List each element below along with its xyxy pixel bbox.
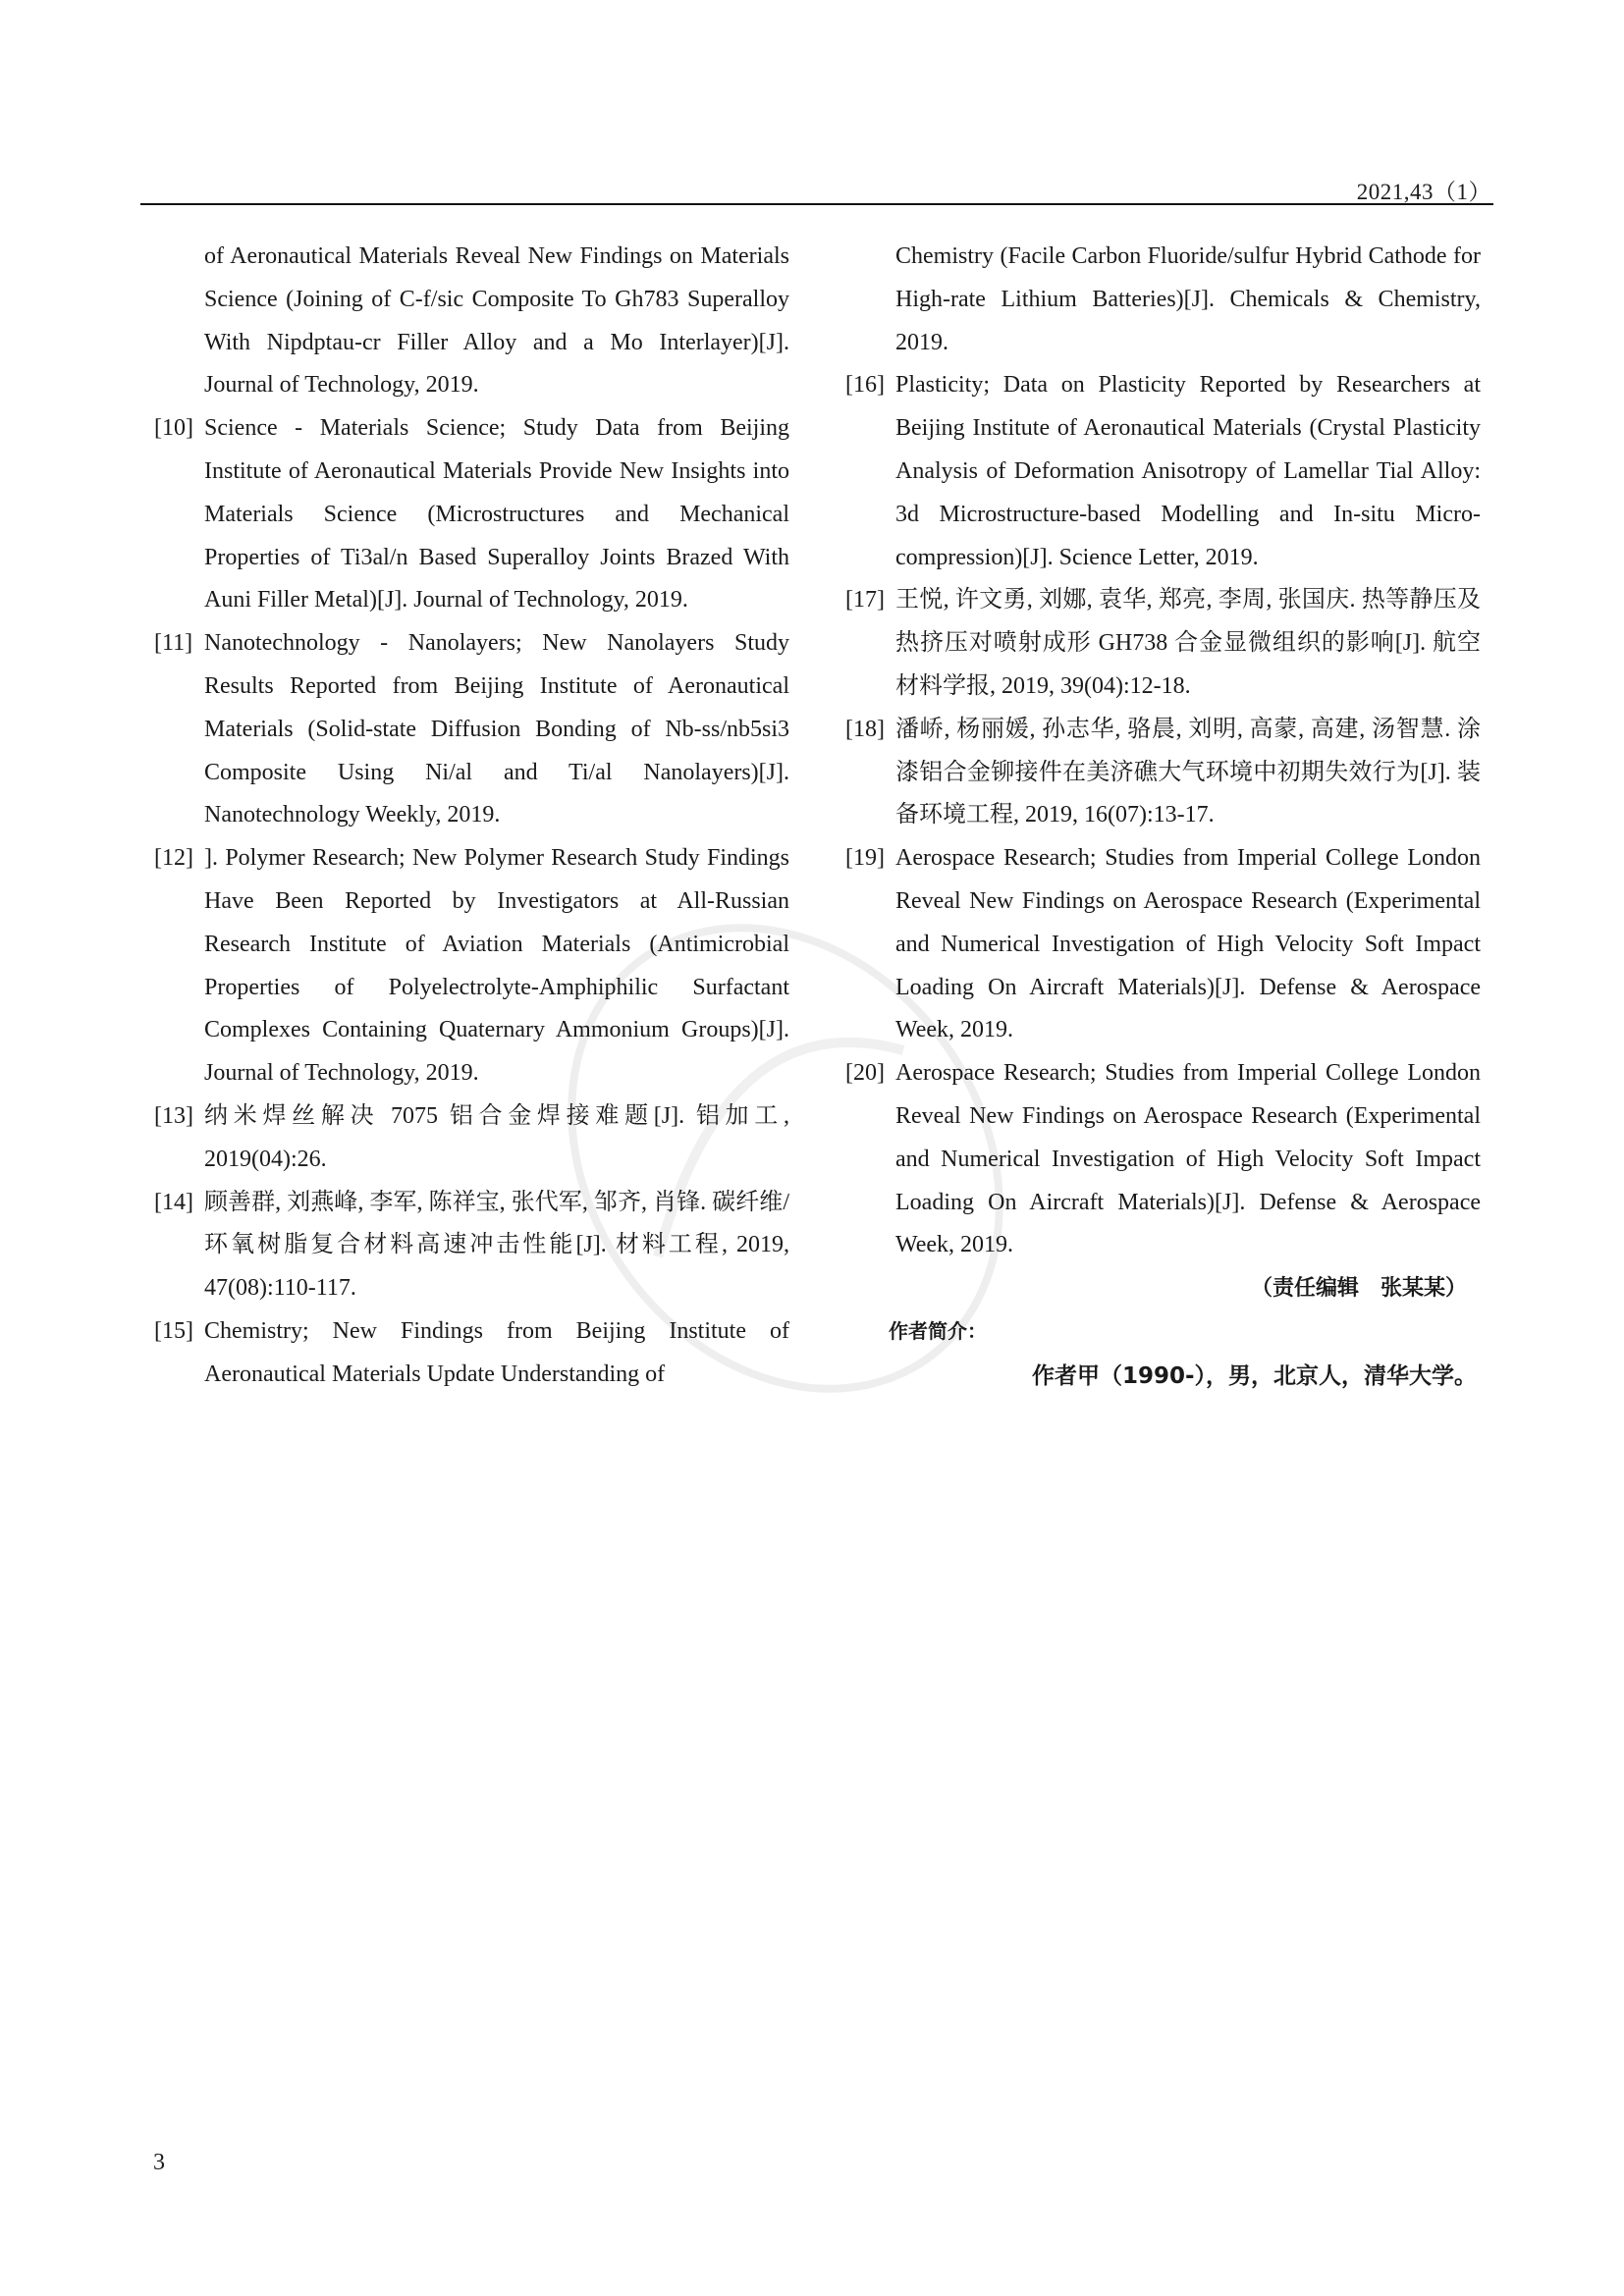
reference-text: ]. Polymer Research; New Polymer Research Study Findings Have Been Reported by Investigators at All-Russian Research Institute of Aviation Materials (Antimicrobial Properties of Polyelectrolyte-Amphiphilic Surfactant Complexes Containing Quaternary Ammonium Groups)[J]. Journal of Technology, 2019. [204, 845, 789, 1087]
header-rule [140, 203, 1493, 205]
issue-header: 2021,43（1） [1356, 180, 1491, 204]
reference-number: [17] [845, 587, 885, 614]
reference-text: Plasticity; Data on Plasticity Reported by Researchers at Beijing Institute of Aeronautical Materials (Crystal Plasticity Analysis of Deformation Anisotropy of Lamellar Tial Alloy: 3d Microstructure-based Modelling and In-situ Micro-compression)[J]. Science Letter, 2019. [895, 372, 1481, 570]
reference-text: 顾善群, 刘燕峰, 李军, 陈祥宝, 张代军, 邹齐, 肖锋. 碳纤维/环氧树脂复合材料高速冲击性能[J]. 材料工程, 2019, 47(08):110-117. [204, 1189, 789, 1302]
author-bio-text: 作者甲（1990-），男，北京人，清华大学。 [1031, 1362, 1477, 1389]
reference-number: [20] [845, 1060, 885, 1087]
page-number: 3 [153, 2150, 165, 2175]
reference-text: Aerospace Research; Studies from Imperial College London Reveal New Findings on Aerospace Research (Experimental and Numerical Investigation of High Velocity Soft Impact Loading On Aircraft Materials)[J]. Defense & Aerospace Week, 2019. [895, 845, 1481, 1043]
reference-item [154, 407, 789, 622]
reference-text: Aerospace Research; Studies from Imperial College London Reveal New Findings on Aerospace Research (Experimental and Numerical Investigation of High Velocity Soft Impact Loading On Aircraft Materials)[J]. Defense & Aerospace Week, 2019. [895, 1060, 1481, 1258]
reference-text: 王悦, 许文勇, 刘娜, 袁华, 郑亮, 李周, 张国庆. 热等静压及热挤压对喷射成形 GH738 合金显微组织的影响[J]. 航空材料学报, 2019, 39(04):12-18. [895, 587, 1481, 699]
reference-item [845, 236, 1481, 364]
reference-text: Science - Materials Science; Study Data from Beijing Institute of Aeronautical Materials Provide New Insights into Materials Science (Microstructures and Mechanical Properties of Ti3al/n Based Superalloy Joints Brazed With Auni Filler Metal)[J]. Journal of Technology, 2019. [204, 415, 789, 614]
reference-number: [12] [154, 845, 193, 872]
reference-item [845, 1052, 1481, 1267]
right-column [845, 236, 1481, 1399]
reference-number: [14] [154, 1189, 193, 1215]
reference-text: of Aeronautical Materials Reveal New Findings on Materials Science (Joining of C-f/sic Composite To Gh783 Superalloy With Nipdptau-cr Filler Alloy and a Mo Interlayer)[J]. Journal of Technology, 2019. [204, 243, 789, 399]
reference-text: Chemistry (Facile Carbon Fluoride/sulfur Hybrid Cathode for High-rate Lithium Batteries)[J]. Chemicals & Chemistry, 2019. [895, 243, 1481, 355]
reference-text: 纳米焊丝解决 7075 铝合金焊接难题[J]. 铝加工, 2019(04):26. [204, 1102, 789, 1172]
editor-note: （责任编辑 张某某） [1250, 1276, 1467, 1302]
reference-number: [10] [154, 415, 193, 442]
reference-item [845, 579, 1481, 708]
reference-item [154, 1182, 789, 1310]
reference-item [845, 709, 1481, 837]
left-column [154, 236, 789, 1397]
reference-number: [19] [845, 845, 885, 872]
reference-item [154, 236, 789, 407]
author-bio-label: 作者简介： [889, 1318, 987, 1343]
reference-text: 潘峤, 杨丽媛, 孙志华, 骆晨, 刘明, 高蒙, 高建, 汤智慧. 涂漆铝合金铆接件在美济礁大气环境中初期失效行为[J]. 装备环境工程, 2019, 16(07):13-17. [895, 716, 1481, 828]
reference-item [845, 364, 1481, 579]
reference-item [154, 622, 789, 837]
reference-number: [18] [845, 716, 885, 742]
reference-item [154, 1095, 789, 1182]
reference-number: [11] [154, 630, 193, 657]
reference-item [154, 1310, 789, 1397]
reference-number: [13] [154, 1102, 193, 1129]
reference-item [845, 837, 1481, 1052]
reference-text: Nanotechnology - Nanolayers; New Nanolayers Study Results Reported from Beijing Institute of Aeronautical Materials (Solid-state Diffusion Bonding of Nb-ss/nb5si3 Composite Using Ni/al and Ti/al Nanolayers)[J]. Nanotechnology Weekly, 2019. [204, 630, 789, 828]
reference-number: [15] [154, 1317, 193, 1344]
reference-text: Chemistry; New Findings from Beijing Institute of Aeronautical Materials Update Understanding of [204, 1317, 789, 1387]
reference-item [154, 837, 789, 1095]
reference-number: [16] [845, 372, 885, 399]
